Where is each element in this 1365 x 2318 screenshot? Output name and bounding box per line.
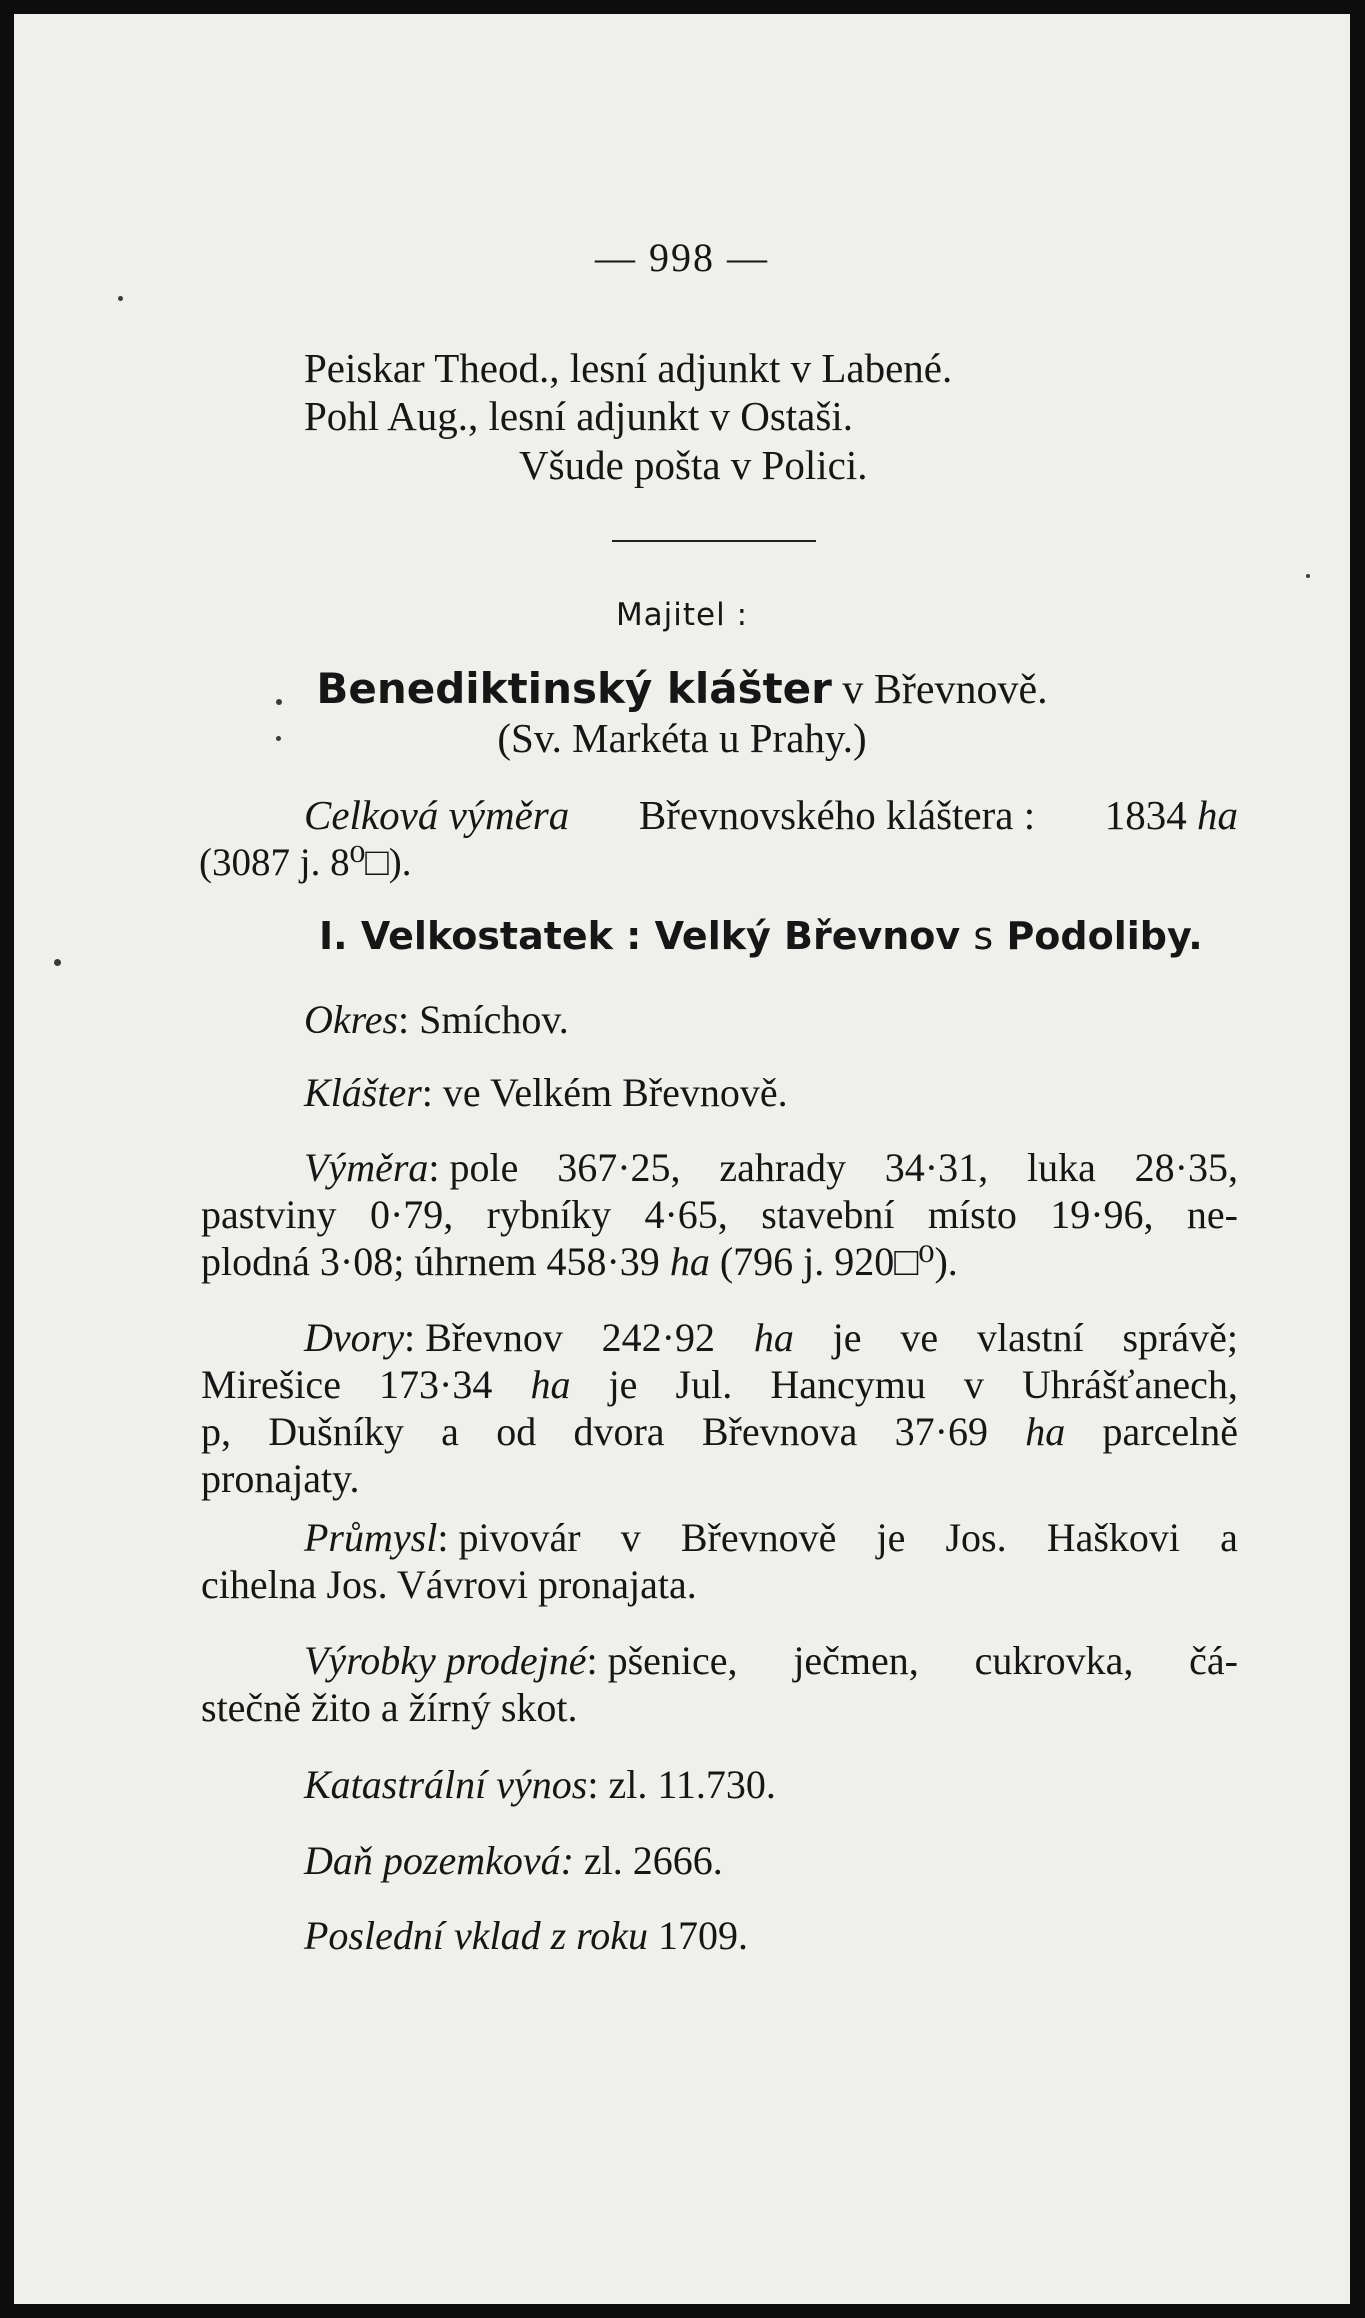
farms-line: Dvory: Břevnov 242·92 ha je ve vlastní správě; bbox=[304, 1315, 1238, 1360]
industry-label: Průmysl bbox=[304, 1515, 438, 1560]
products-line: Výrobky prodejné: pšenice, ječmen, cukrovka, čá- bbox=[304, 1638, 1238, 1683]
total-area-label: Celková výměra bbox=[304, 792, 570, 838]
farms-line: Mirešice 173·34 ha je Jul. Hancymu v Uhrášťanech, bbox=[201, 1362, 1238, 1407]
owner-name-bold: Benediktinský klášter bbox=[316, 664, 832, 713]
owner-name-location: v Břevnově. bbox=[831, 667, 1048, 713]
owner-name bbox=[14, 664, 1350, 714]
last-deposit: Poslední vklad z roku 1709. bbox=[304, 1913, 749, 1958]
post-office-note: Všude pošta v Polici. bbox=[519, 442, 868, 488]
area-line: pastviny 0·79, rybníky 4·65, stavební místo 19·96, ne- bbox=[201, 1192, 1238, 1237]
farms-label: Dvory bbox=[304, 1315, 404, 1360]
staff-entry: Peiskar Theod., lesní adjunkt v Labené. bbox=[304, 345, 953, 391]
monastery: Klášter: ve Velkém Břevnově. bbox=[304, 1070, 788, 1115]
total-area bbox=[304, 791, 1238, 839]
area-line: Výměra: pole 367·25, zahrady 34·31, luka 28·35, bbox=[304, 1145, 1238, 1190]
products-label: Výrobky prodejné bbox=[304, 1638, 587, 1683]
industry-line: cihelna Jos. Vávrovi pronajata. bbox=[201, 1562, 697, 1607]
scan-speck bbox=[1306, 574, 1310, 578]
farms-line: p, Dušníky a od dvora Břevnova 37·69 ha parcelně bbox=[201, 1409, 1238, 1454]
owner-place: (Sv. Markéta u Prahy.) bbox=[497, 715, 867, 761]
total-area-value: 1834 ha bbox=[1104, 792, 1238, 838]
scan-speck bbox=[276, 699, 282, 705]
scan-speck bbox=[276, 736, 281, 741]
industry-line: Průmysl: pivovár v Břevnově je Jos. Haškovi a bbox=[304, 1515, 1238, 1560]
section-divider bbox=[612, 540, 816, 542]
cadastral-yield: Katastrální výnos: zl. 11.730. bbox=[304, 1762, 776, 1807]
district: Okres: Smíchov. bbox=[304, 997, 569, 1042]
area-label: Výměra bbox=[304, 1145, 429, 1190]
land-tax: Daň pozemková: zl. 2666. bbox=[304, 1838, 723, 1883]
scan-speck bbox=[54, 959, 61, 966]
area-line: plodná 3·08; úhrnem 458·39 ha (796 j. 920□⁰). bbox=[201, 1239, 958, 1284]
owner-label: Majitel : bbox=[615, 597, 749, 633]
products-line: stečně žito a žírný skot. bbox=[201, 1685, 578, 1730]
page-number: — 998 — bbox=[595, 235, 769, 280]
farms-line: pronajaty. bbox=[201, 1456, 360, 1501]
total-area-text: Břevnovského kláštera : bbox=[638, 792, 1036, 838]
scan-speck bbox=[118, 296, 123, 301]
scanned-page bbox=[14, 14, 1350, 2304]
total-area-traditional: (3087 j. 8⁰□). bbox=[199, 841, 412, 884]
staff-entry: Pohl Aug., lesní adjunkt v Ostaši. bbox=[304, 393, 853, 439]
estate-heading: I. Velkostatek : Velký Břevnov s Podoliby. bbox=[319, 914, 1203, 958]
